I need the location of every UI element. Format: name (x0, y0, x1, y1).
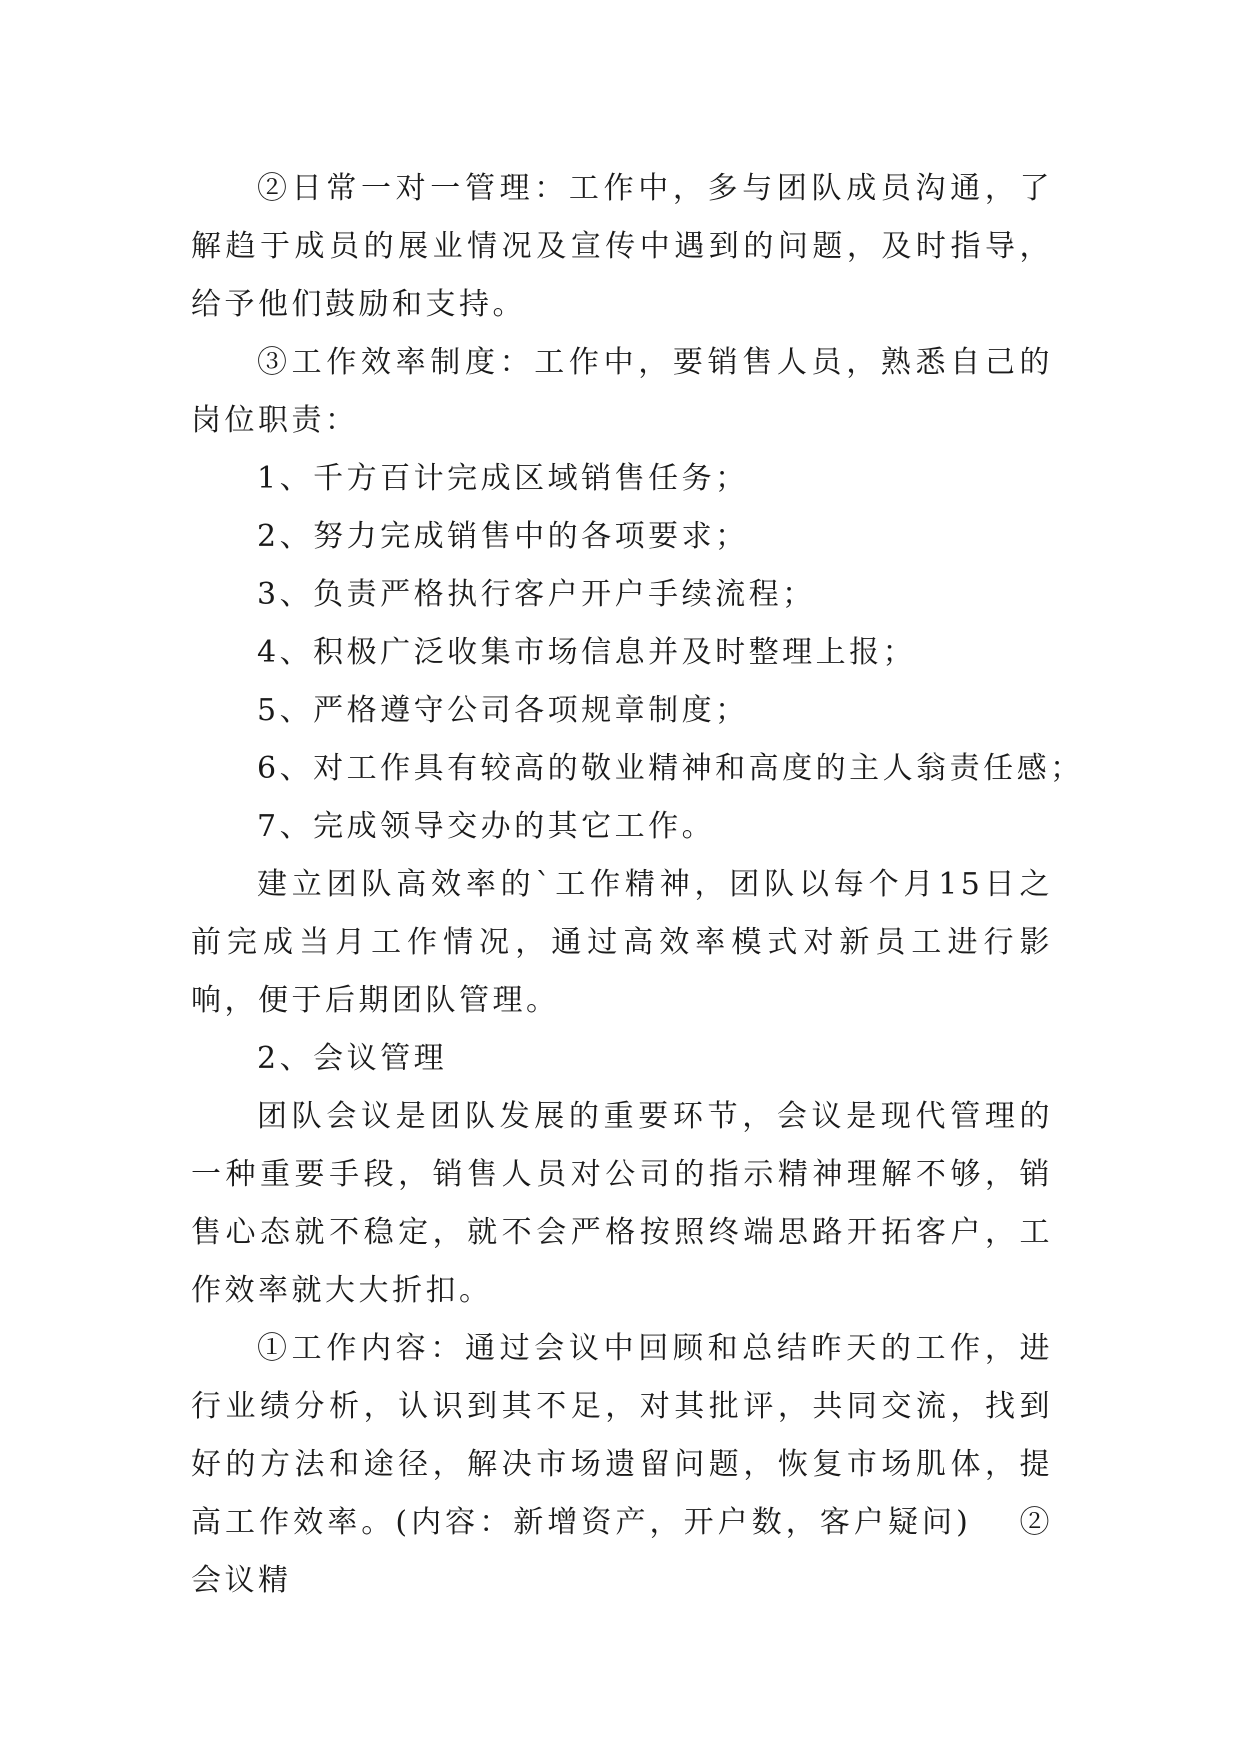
paragraph-work-efficiency-system: ③工作效率制度：工作中，要销售人员，熟悉自己的岗位职责： (191, 345, 1053, 438)
list-item: 7、完成领导交办的其它工作。 (257, 809, 716, 844)
paragraph-efficiency-spirit: 建立团队高效率的`工作精神，团队以每个月15日之前完成当月工作情况，通过高效率模式对新员工进行影响，便于后期团队管理。 (191, 867, 1053, 1018)
paragraph-work-content: ①工作内容：通过会议中回顾和总结昨天的工作，进行业绩分析，认识到其不足，对其批评，共同交流，找到好的方法和途径，解决市场遗留问题，恢复市场肌体，提高工作效率。(内容：新增资产，开户数，客户疑问) ②会议精 (191, 1331, 1053, 1598)
document-body (191, 160, 1084, 1610)
list-item: 1、千方百计完成区域销售任务； (257, 461, 749, 496)
list-item: 3、负责严格执行客户开户手续流程； (257, 577, 816, 612)
list-item: 2、努力完成销售中的各项要求； (257, 519, 749, 554)
list-item: 6、对工作具有较高的敬业精神和高度的主人翁责任感； (257, 751, 1084, 786)
section-heading-meeting-management: 2、会议管理 (257, 1041, 448, 1076)
paragraph-meeting-importance: 团队会议是团队发展的重要环节，会议是现代管理的一种重要手段，销售人员对公司的指示精神理解不够，销售心态就不稳定，就不会严格按照终端思路开拓客户，工作效率就大大折扣。 (191, 1099, 1053, 1308)
list-item: 5、严格遵守公司各项规章制度； (257, 693, 749, 728)
list-item: 4、积极广泛收集市场信息并及时整理上报； (257, 635, 917, 670)
paragraph-one-on-one-management: ②日常一对一管理：工作中，多与团队成员沟通，了解趋于成员的展业情况及宣传中遇到的问题，及时指导，给予他们鼓励和支持。 (191, 171, 1053, 322)
